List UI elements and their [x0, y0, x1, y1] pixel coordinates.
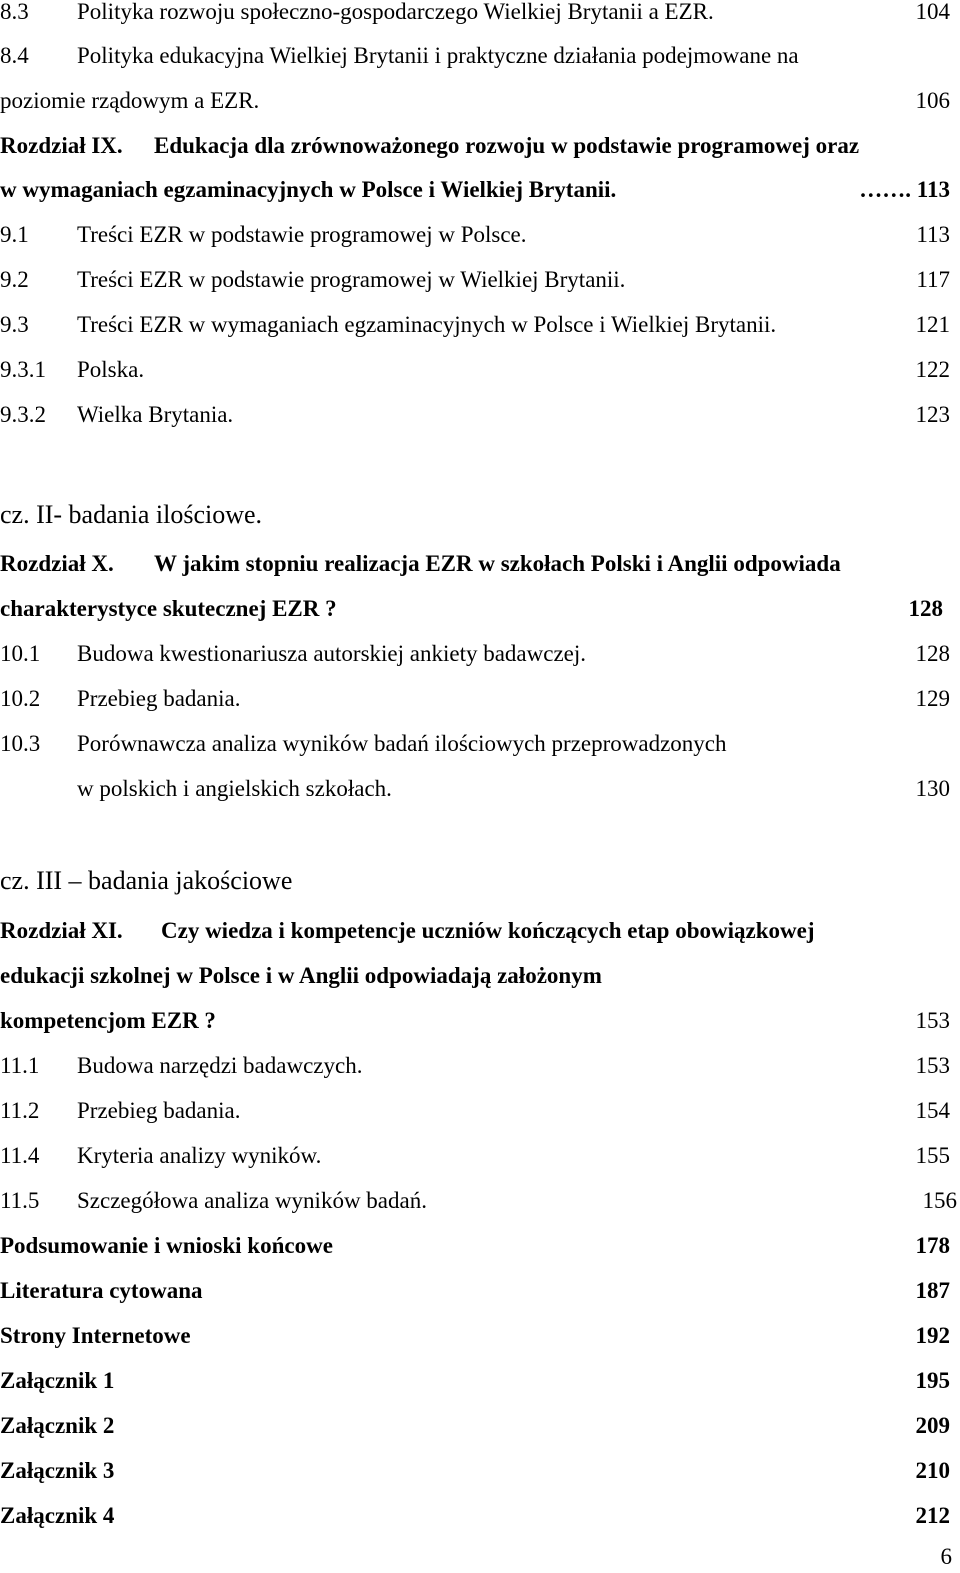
chapter-label: Rozdział X.: [0, 551, 114, 576]
chapter-page: ……. 113: [859, 177, 950, 202]
end-title: Załącznik 1: [0, 1368, 115, 1393]
toc-page: 104: [915, 0, 950, 24]
end-title: Strony Internetowe: [0, 1323, 191, 1348]
toc-title: Szczegółowa analiza wyników badań.: [77, 1188, 427, 1213]
end-page: 210: [915, 1458, 950, 1483]
chapter-heading-continuation: [0, 594, 960, 624]
toc-end-entry: [0, 1456, 960, 1486]
part-heading: cz. III – badania jakościowe: [0, 866, 293, 895]
toc-end-entry: [0, 1231, 960, 1261]
toc-page: 122: [915, 357, 950, 382]
toc-page: 113: [916, 222, 950, 247]
toc-entry: [0, 1096, 960, 1126]
page-number: 6: [940, 1544, 952, 1569]
toc-entry: [0, 1141, 960, 1171]
toc-end-entry: [0, 1411, 960, 1441]
toc-number: 9.2: [0, 267, 29, 292]
toc-entry: [0, 0, 960, 27]
end-title: Załącznik 3: [0, 1458, 115, 1483]
toc-title: Kryteria analizy wyników.: [77, 1143, 322, 1168]
toc-title: Polityka edukacyjna Wielkiej Brytanii i praktyczne działania podejmowane na: [77, 43, 799, 68]
toc-entry: [0, 310, 960, 340]
chapter-title-cont: kompetencjom EZR ?: [0, 1008, 216, 1033]
toc-entry-continuation: [0, 86, 960, 116]
chapter-label: Rozdział XI.: [0, 918, 123, 943]
end-page: 178: [915, 1233, 950, 1258]
toc-number: 10.3: [0, 731, 41, 756]
toc-number: 9.3.1: [0, 357, 46, 382]
toc-title: Porównawcza analiza wyników badań ilościowych przeprowadzonych: [77, 731, 727, 756]
chapter-title-cont: w wymaganiach egzaminacyjnych w Polsce i Wielkiej Brytanii.: [0, 177, 617, 202]
toc-number: 9.3.2: [0, 402, 46, 427]
toc-title-cont: w polskich i angielskich szkołach.: [77, 776, 392, 801]
toc-number: 11.2: [0, 1098, 40, 1123]
toc-page: 106: [915, 88, 950, 113]
toc-page: 130: [915, 776, 950, 801]
end-title: Literatura cytowana: [0, 1278, 203, 1303]
toc-page: 154: [915, 1098, 950, 1123]
toc-title: Budowa narzędzi badawczych.: [77, 1053, 363, 1078]
toc-number: 9.1: [0, 222, 29, 247]
toc-end-entry: [0, 1366, 960, 1396]
toc-number: 11.4: [0, 1143, 40, 1168]
toc-title: Budowa kwestionariusza autorskiej ankiety badawczej.: [77, 641, 587, 666]
toc-title: Polska.: [77, 357, 145, 382]
toc-title: Treści EZR w wymaganiach egzaminacyjnych w Polsce i Wielkiej Brytanii.: [77, 312, 777, 337]
toc-title: Przebieg badania.: [77, 1098, 241, 1123]
toc-entry-continuation: [0, 774, 960, 804]
chapter-page: 153: [915, 1008, 950, 1033]
toc-page: 117: [916, 267, 950, 292]
toc-number: 10.1: [0, 641, 41, 666]
end-title: Załącznik 4: [0, 1503, 115, 1528]
toc-entry: [0, 1186, 960, 1216]
end-page: 192: [915, 1323, 950, 1348]
toc-entry: [0, 220, 960, 250]
chapter-title-cont: edukacji szkolnej w Polsce i w Anglii odpowiadają założonym: [0, 963, 602, 988]
toc-page: 121: [915, 312, 950, 337]
toc-number: 9.3: [0, 312, 29, 337]
toc-end-entry: [0, 1501, 960, 1531]
chapter-page: 128: [908, 596, 943, 621]
toc-number: 8.3: [0, 0, 29, 24]
end-title: Załącznik 2: [0, 1413, 115, 1438]
chapter-heading-continuation: [0, 175, 960, 205]
toc-entry: [0, 729, 960, 759]
toc-number: 11.5: [0, 1188, 40, 1213]
toc-page: 153: [915, 1053, 950, 1078]
chapter-title: Edukacja dla zrównoważonego rozwoju w podstawie programowej oraz: [154, 133, 860, 158]
toc-entry: [0, 684, 960, 714]
toc-entry: [0, 400, 960, 430]
toc-number: 10.2: [0, 686, 41, 711]
toc-page: 128: [915, 641, 950, 666]
toc-title: Polityka rozwoju społeczno-gospodarczego Wielkiej Brytanii a EZR.: [77, 0, 714, 24]
chapter-heading-continuation: [0, 1006, 960, 1036]
chapter-title-cont: charakterystyce skutecznej EZR ?: [0, 596, 337, 621]
toc-title-cont: poziomie rządowym a EZR.: [0, 88, 260, 113]
toc-entry: [0, 265, 960, 295]
toc-entry: [0, 355, 960, 385]
chapter-heading: [0, 131, 960, 161]
toc-entry: [0, 41, 960, 71]
toc-entry: [0, 639, 960, 669]
toc-page: 155: [915, 1143, 950, 1168]
toc-page: 129: [915, 686, 950, 711]
toc-title: Wielka Brytania.: [77, 402, 234, 427]
chapter-title: W jakim stopniu realizacja EZR w szkołach Polski i Anglii odpowiada: [154, 551, 841, 576]
end-page: 187: [915, 1278, 950, 1303]
toc-end-entry: [0, 1321, 960, 1351]
chapter-heading: [0, 916, 960, 946]
toc-title: Treści EZR w podstawie programowej w Wielkiej Brytanii.: [77, 267, 626, 292]
toc-number: 11.1: [0, 1053, 40, 1078]
toc-entry: [0, 1051, 960, 1081]
toc-title: Treści EZR w podstawie programowej w Polsce.: [77, 222, 527, 247]
chapter-title: Czy wiedza i kompetencje uczniów kończących etap obowiązkowej: [161, 918, 815, 943]
end-title: Podsumowanie i wnioski końcowe: [0, 1233, 333, 1258]
toc-number: 8.4: [0, 43, 29, 68]
end-page: 212: [915, 1503, 950, 1528]
toc-page: 156: [922, 1188, 957, 1213]
toc-page: 123: [915, 402, 950, 427]
toc-title: Przebieg badania.: [77, 686, 241, 711]
chapter-heading-continuation: [0, 961, 960, 991]
end-page: 209: [915, 1413, 950, 1438]
chapter-label: Rozdział IX.: [0, 133, 123, 158]
part-heading: cz. II- badania ilościowe.: [0, 500, 263, 529]
chapter-heading: [0, 549, 960, 579]
toc-end-entry: [0, 1276, 960, 1306]
end-page: 195: [915, 1368, 950, 1393]
